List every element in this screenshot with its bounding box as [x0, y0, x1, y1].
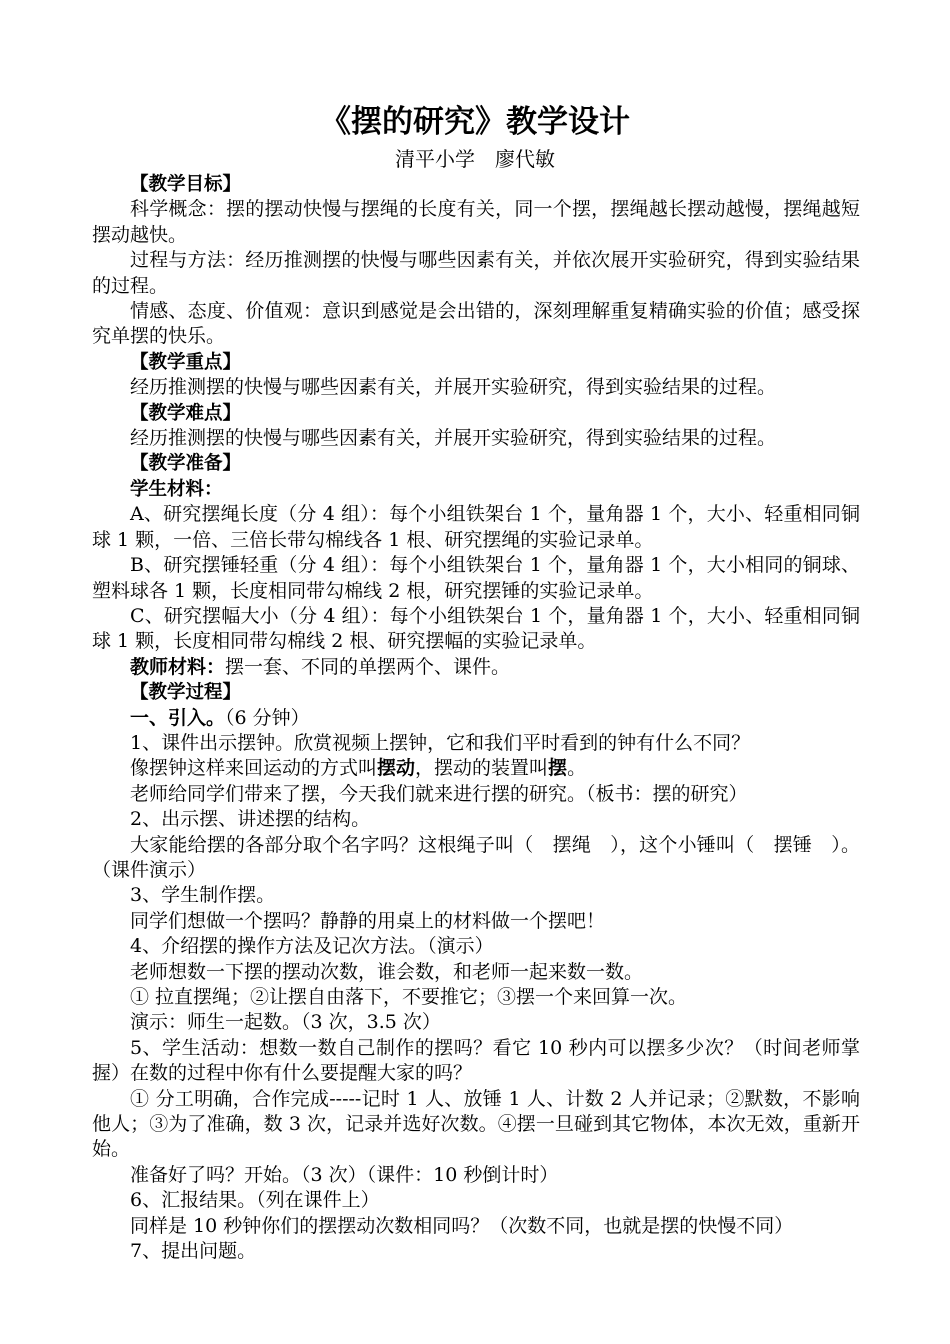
- material-b: B、研究摆锤轻重（分 4 组）：每个小组铁架台 1 个，量角器 1 个，大小相同的铜球、塑料球各 1 颗，长度相同带勾棉线 2 根，研究摆锤的实验记录单。: [92, 554, 860, 602]
- swing-term: 摆动: [377, 757, 416, 780]
- step-7: 7、提出问题。: [130, 1240, 257, 1263]
- key-text: 经历推测摆的快慢与哪些因素有关，并展开实验研究，得到实验结果的过程。: [130, 376, 777, 399]
- swing-def-part: 。: [567, 757, 587, 780]
- teacher-intro: 老师给同学们带来了摆，今天我们就来进行摆的研究。（板书：摆的研究）: [130, 782, 748, 805]
- document-author: 清平小学 廖代敏: [395, 147, 555, 171]
- difficult-text: 经历推测摆的快慢与哪些因素有关，并展开实验研究，得到实验结果的过程。: [130, 427, 777, 450]
- document-title: 《摆的研究》教学设计: [320, 104, 630, 140]
- section-heading-difficult: 【教学难点】: [130, 402, 242, 424]
- step-4: 4、介绍摆的操作方法及记次方法。（演示）: [130, 935, 494, 958]
- teacher-materials-text: 摆一套、不同的单摆两个、课件。: [225, 655, 511, 678]
- teacher-materials-label: 教师材料：: [130, 655, 226, 678]
- section-heading-goals: 【教学目标】: [130, 174, 242, 195]
- teacher-materials: [92, 655, 860, 680]
- pendulum-term: 摆: [548, 757, 568, 780]
- swing-definition: [92, 756, 860, 781]
- section-heading-prep: 【教学准备】: [130, 453, 242, 475]
- ready: 准备好了吗？开始。（3 次）（课件：10 秒倒计时）: [130, 1163, 559, 1186]
- compare: 同样是 10 秒钟你们的摆摆动次数相同吗？（次数不同，也就是摆的快慢不同）: [130, 1214, 794, 1237]
- material-c: C、研究摆幅大小（分 4 组）：每个小组铁架台 1 个，量角器 1 个，大小、轻重相同铜球 1 颗，长度相同带勾棉线 2 根、研究摆幅的实验记录单。: [92, 604, 860, 653]
- document-body: [92, 172, 860, 1264]
- goal-emotion: 情感、态度、价值观：意识到感觉是会出错的，深刻理解重复精确实验的价值；感受探究单摆的快乐。: [92, 300, 860, 348]
- section-heading-key: 【教学重点】: [130, 351, 242, 373]
- student-materials-label: 学生材料：: [130, 478, 223, 500]
- swing-def-part: 像摆钟这样来回运动的方式叫: [130, 757, 378, 780]
- intro-time: （6 分钟）: [225, 706, 310, 729]
- step-2: 2、出示摆、讲述摆的结构。: [130, 808, 371, 831]
- intro-heading: [92, 706, 860, 731]
- goal-process: 过程与方法：经历推测摆的快慢与哪些因素有关，并依次展开实验研究，得到实验结果的过程。: [92, 249, 860, 297]
- rules: ① 分工明确，合作完成-----记时 1 人、放锤 1 人、计数 2 人并记录；②默数，不影响他人；③为了准确，数 3 次，记录并选好次数。④摆一旦碰到其它物体，本次无效，重新开始。: [92, 1087, 860, 1161]
- count-together: 老师想数一下摆的摆动次数，谁会数，和老师一起来数一数。: [130, 960, 644, 983]
- intro-label: 一、引入。: [130, 706, 226, 729]
- swing-def-part: ，摆动的装置叫: [415, 757, 549, 780]
- naming-question: 大家能给摆的各部分取个名字吗？这根绳子叫（ 摆绳 ），这个小锤叫（ 摆锤 ）。（课件演示）: [92, 833, 860, 881]
- material-a: A、研究摆绳长度（分 4 组）：每个小组铁架台 1 个，量角器 1 个，大小、轻重相同铜球 1 颗，一倍、三倍长带勾棉线各 1 根、研究摆绳的实验记录单。: [92, 503, 860, 551]
- procedure: ① 拉直摆绳；②让摆自由落下，不要推它；③摆一个来回算一次。: [130, 986, 688, 1008]
- step-6: 6、汇报结果。（列在课件上）: [130, 1189, 380, 1212]
- goal-science: 科学概念：摆的摆动快慢与摆绳的长度有关，同一个摆，摆绳越长摆动越慢，摆绳越短摆动越快。: [92, 198, 860, 246]
- make-pendulum: 同学们想做一个摆吗？静静的用桌上的材料做一个摆吧！: [130, 909, 606, 932]
- step-5: 5、学生活动：想数一数自己制作的摆吗？看它 10 秒内可以摆多少次？（时间老师掌握）在数的过程中你有什么要提醒大家的吗？: [92, 1036, 860, 1085]
- step-3: 3、学生制作摆。: [130, 884, 276, 907]
- demo: 演示：师生一起数。（3 次，3.5 次）: [130, 1011, 441, 1034]
- section-heading-process: 【教学过程】: [130, 682, 242, 704]
- step-1: 1、课件出示摆钟。欣赏视频上摆钟，它和我们平时看到的钟有什么不同？: [130, 731, 751, 754]
